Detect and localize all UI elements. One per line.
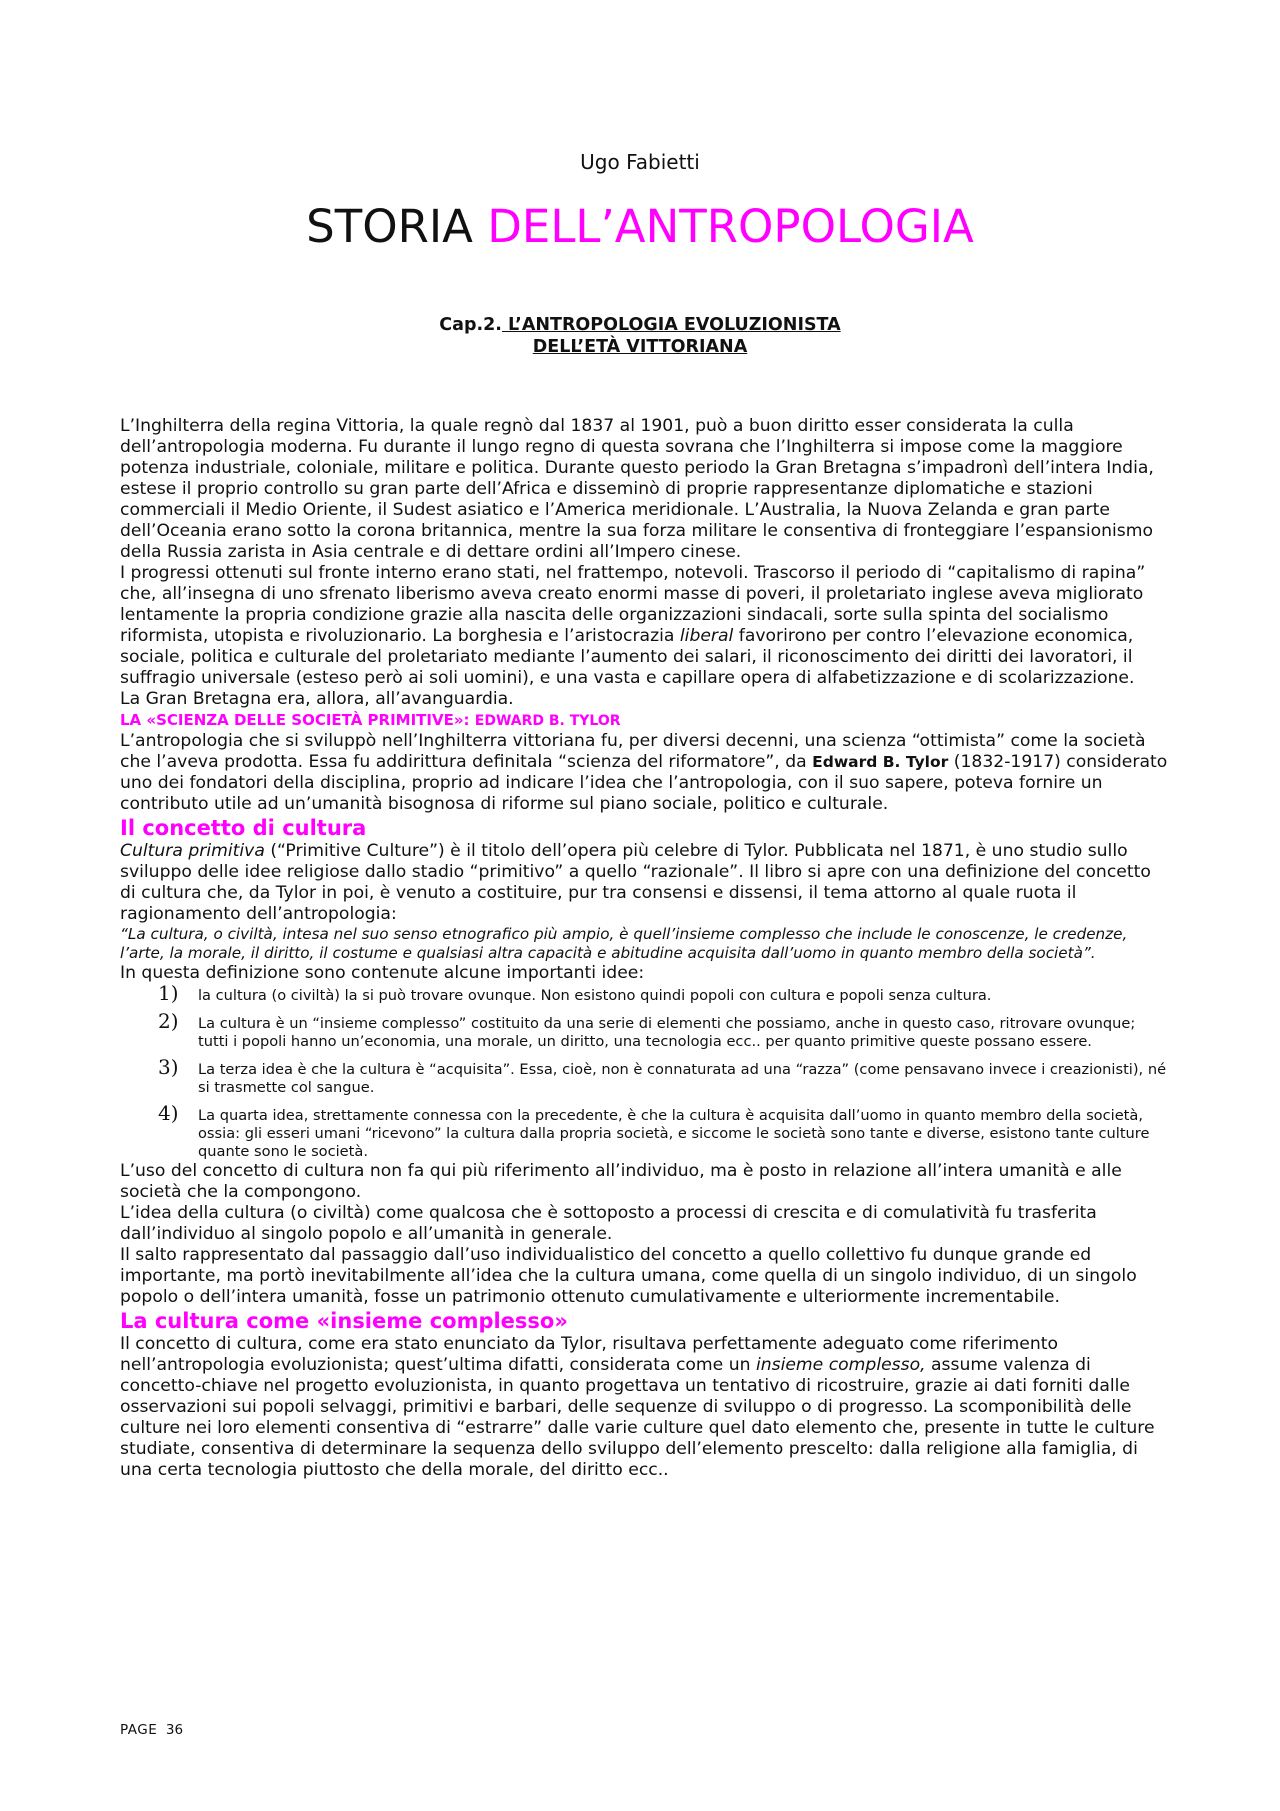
page-number: 36 bbox=[165, 1722, 184, 1738]
list-item-text: la cultura (o civiltà) la si può trovare ovunque. Non esistono quindi popoli con cultura e popoli senza cultura. bbox=[198, 987, 992, 1004]
chapter-title-line-2: DELL’ETÀ VITTORIANA bbox=[532, 337, 748, 357]
list-item bbox=[120, 1101, 1170, 1161]
list-item bbox=[120, 1055, 1170, 1097]
intro-paragraph-1: L’Inghilterra della regina Vittoria, la quale regnò dal 1837 al 1901, può a buon diritto esser considerata la culla dell’antropologia moderna. Fu durante il lungo regno di questa sovrana che l’Inghilterra si impose come la maggiore potenza industriale, coloniale, militare e politica. Durante questo periodo la Gran Bretagna s’impadronì dell’intera India, estese il proprio controllo su gran parte dell’Africa e disseminò di proprie rappresentanze diplomatiche e stazioni commerciali il Medio Oriente, il Sudest asiatico e l’America meridionale. L’Australia, la Nuova Zelanda e gran parte dell’Oceania erano sotto la corona britannica, mentre la sua forza militare le consentiva di fronteggiare l’espansionismo della Russia zarista in Asia centrale e di dettare ordini all’Impero cinese. bbox=[120, 416, 1154, 562]
insieme-text-b: assume valenza di concetto-chiave nel progetto evoluzionista, in quanto progettava un tentativo di ricostruire, grazie ai dati forniti dalle osservazioni sui popoli selvaggi, primitivi e barbari, delle sequenze di sviluppo o di progresso. La scomponibilità delle culture nei loro elementi consentiva di “estrarre” dalle varie culture quel dato elemento che, presente in tutte le culture studiate, consentiva di determinare la sequenza dello sviluppo dell’elemento prescelto: dalla religione alla famiglia, di una certa tecnologia piuttosto che della morale, del diritto ecc.. bbox=[120, 1355, 1155, 1480]
title-part-storia: STORIA bbox=[306, 200, 488, 253]
author-name: Ugo Fabietti bbox=[580, 150, 700, 174]
list-item-number: 4) bbox=[158, 1101, 179, 1125]
scienza-text-b: (1832-1917) considerato uno dei fondatori della disciplina, proprio ad indicare l’idea che l’antropologia, con il suo sapere, poteva fornire un contributo utile ad un’umanità bisognosa di riforme sul piano sociale, politico e culturale. bbox=[120, 752, 1168, 814]
insieme-text-emphasis: insieme complesso, bbox=[755, 1355, 926, 1375]
insieme-text-a: Il concetto di cultura, come era stato enunciato da Tylor, risultava perfettamente adeguato come riferimento nell’antropologia evoluzionista; quest’ultima difatti, considerata come un bbox=[120, 1334, 1058, 1375]
section-heading-scienza-text: LA «SCIENZA DELLE SOCIETÀ PRIMITIVE»: bbox=[120, 711, 475, 729]
intro-p2-text-b: favorirono per contro l’elevazione economica, sociale, politica e culturale del proletariato mediante l’aumento dei salari, il riconoscimento dei diritti dei lavoratori, il suffragio universale (esteso però ai soli uomini), e una vasta e capillare opera di alfabetizzazione e di scolarizzazione. bbox=[120, 626, 1135, 688]
page-title bbox=[0, 200, 1280, 253]
concetto-after-paragraph-1: L’uso del concetto di cultura non fa qui più riferimento all’individuo, ma è posto in relazione all’intera umanità e alle società che la compongono. bbox=[120, 1161, 1122, 1202]
chapter-line-2 bbox=[0, 336, 1280, 358]
chapter-prefix: Cap.2. bbox=[439, 315, 502, 335]
chapter-title-line-1: L’ANTROPOLOGIA EVOLUZIONISTA bbox=[501, 315, 841, 335]
list-item-text: La quarta idea, strettamente connessa con la precedente, è che la cultura è acquisita dall’uomo in quanto membro della società, ossia: gli esseri umani “ricevono” la cultura dalla propria società, e siccome le società sono tante e diverse, esistono tante culture quante sono le società. bbox=[198, 1107, 1150, 1160]
chapter-heading bbox=[0, 314, 1280, 358]
list-item bbox=[120, 981, 1170, 1005]
section-scienza-paragraph bbox=[120, 731, 1170, 815]
intro-paragraph-3: La Gran Bretagna era, allora, all’avanguardia. bbox=[120, 689, 514, 709]
section-heading-concetto: Il concetto di cultura bbox=[120, 816, 367, 840]
concetto-after-paragraph-2: L’idea della cultura (o civiltà) come qualcosa che è sottoposto a processi di crescita e di comulatività fu trasferita dall’individuo al singolo popolo e all’umanità in generale. bbox=[120, 1203, 1097, 1244]
insieme-complesso-paragraph bbox=[120, 1334, 1170, 1481]
list-item bbox=[120, 1009, 1170, 1051]
scienza-text-a: L’antropologia che si sviluppò nell’Inghilterra vittoriana fu, per diversi decenni, una scienza “ottimista” come la società che l’aveva prodotta. Essa fu addirittura definitala “scienza del riformatore”, da bbox=[120, 731, 1146, 772]
body-content bbox=[120, 416, 1170, 1481]
scienza-text-name: Edward B. Tylor bbox=[812, 753, 949, 771]
intro-paragraph-2 bbox=[120, 563, 1170, 689]
list-item-number: 2) bbox=[158, 1009, 179, 1033]
tylor-definition-quote: “La cultura, o civiltà, intesa nel suo senso etnografico più ampio, è quell’insieme complesso che include le conoscenze, le credenze, l’arte, la morale, il diritto, il costume e qualsiasi altra capacità e abitudine acquisita dall’uomo in quanto membro della società”. bbox=[120, 925, 1128, 962]
page-label: PAGE bbox=[120, 1722, 158, 1738]
list-item-number: 3) bbox=[158, 1055, 179, 1079]
section-heading-scienza-name: EDWARD B. TYLOR bbox=[474, 713, 621, 729]
section-heading-insieme-complesso: La cultura come «insieme complesso» bbox=[120, 1309, 568, 1333]
concetto-intro-text: (“Primitive Culture”) è il titolo dell’opera più celebre di Tylor. Pubblicata nel 1871, è uno studio sullo sviluppo delle idee religiose dallo stadio “primitivo” a quello “razionale”. Il libro si apre con una definizione del concetto di cultura che, da Tylor in poi, è venuto a costituire, pur tra consensi e dissensi, il tema attorno al quale ruota il ragionamento dell’antropologia: bbox=[120, 841, 1151, 924]
concetto-lead: In questa definizione sono contenute alcune importanti idee: bbox=[120, 963, 645, 983]
concetto-intro-paragraph bbox=[120, 841, 1170, 925]
list-item-text: La terza idea è che la cultura è “acquisita”. Essa, cioè, non è connaturata ad una “razza” (come pensavano invece i creazionisti), né si trasmette col sangue. bbox=[198, 1061, 1167, 1096]
concetto-intro-emphasis: Cultura primitiva bbox=[120, 841, 265, 861]
page-footer bbox=[120, 1722, 183, 1738]
list-item-number: 1) bbox=[158, 981, 179, 1005]
section-heading-scienza bbox=[120, 710, 1170, 731]
intro-p2-text-a: I progressi ottenuti sul fronte interno erano stati, nel frattempo, notevoli. Trascorso il periodo di “capitalismo di rapina” che, all’insegna di uno sfrenato liberismo aveva creato enormi masse di poveri, il proletariato inglese aveva migliorato lentamente la propria condizione grazie alla nascita delle organizzazioni sindacali, sorte sulla spinta del socialismo riformista, utopista e rivoluzionario. La borghesia e l’aristocrazia bbox=[120, 563, 1146, 646]
ideas-list bbox=[120, 981, 1170, 1161]
title-part-antropologia: DELL’ANTROPOLOGIA bbox=[487, 200, 974, 253]
concetto-after-paragraph-3: Il salto rappresentato dal passaggio dall’uso individualistico del concetto a quello collettivo fu dunque grande ed importante, ma portò inevitabilmente all’idea che la cultura umana, come quella di un singolo individuo, di un singolo popolo o dell’intera umanità, fosse un patrimonio ottenuto cumulativamente e ulteriormente incrementabile. bbox=[120, 1245, 1137, 1307]
intro-p2-emphasis: liberal bbox=[679, 626, 734, 646]
chapter-line-1 bbox=[0, 314, 1280, 336]
list-item-text: La cultura è un “insieme complesso” costituito da una serie di elementi che possiamo, anche in questo caso, ritrovare ovunque; tutti i popoli hanno un’economia, una morale, un diritto, una tecnologia ecc.. per quanto primitive queste possano essere. bbox=[198, 1015, 1136, 1050]
